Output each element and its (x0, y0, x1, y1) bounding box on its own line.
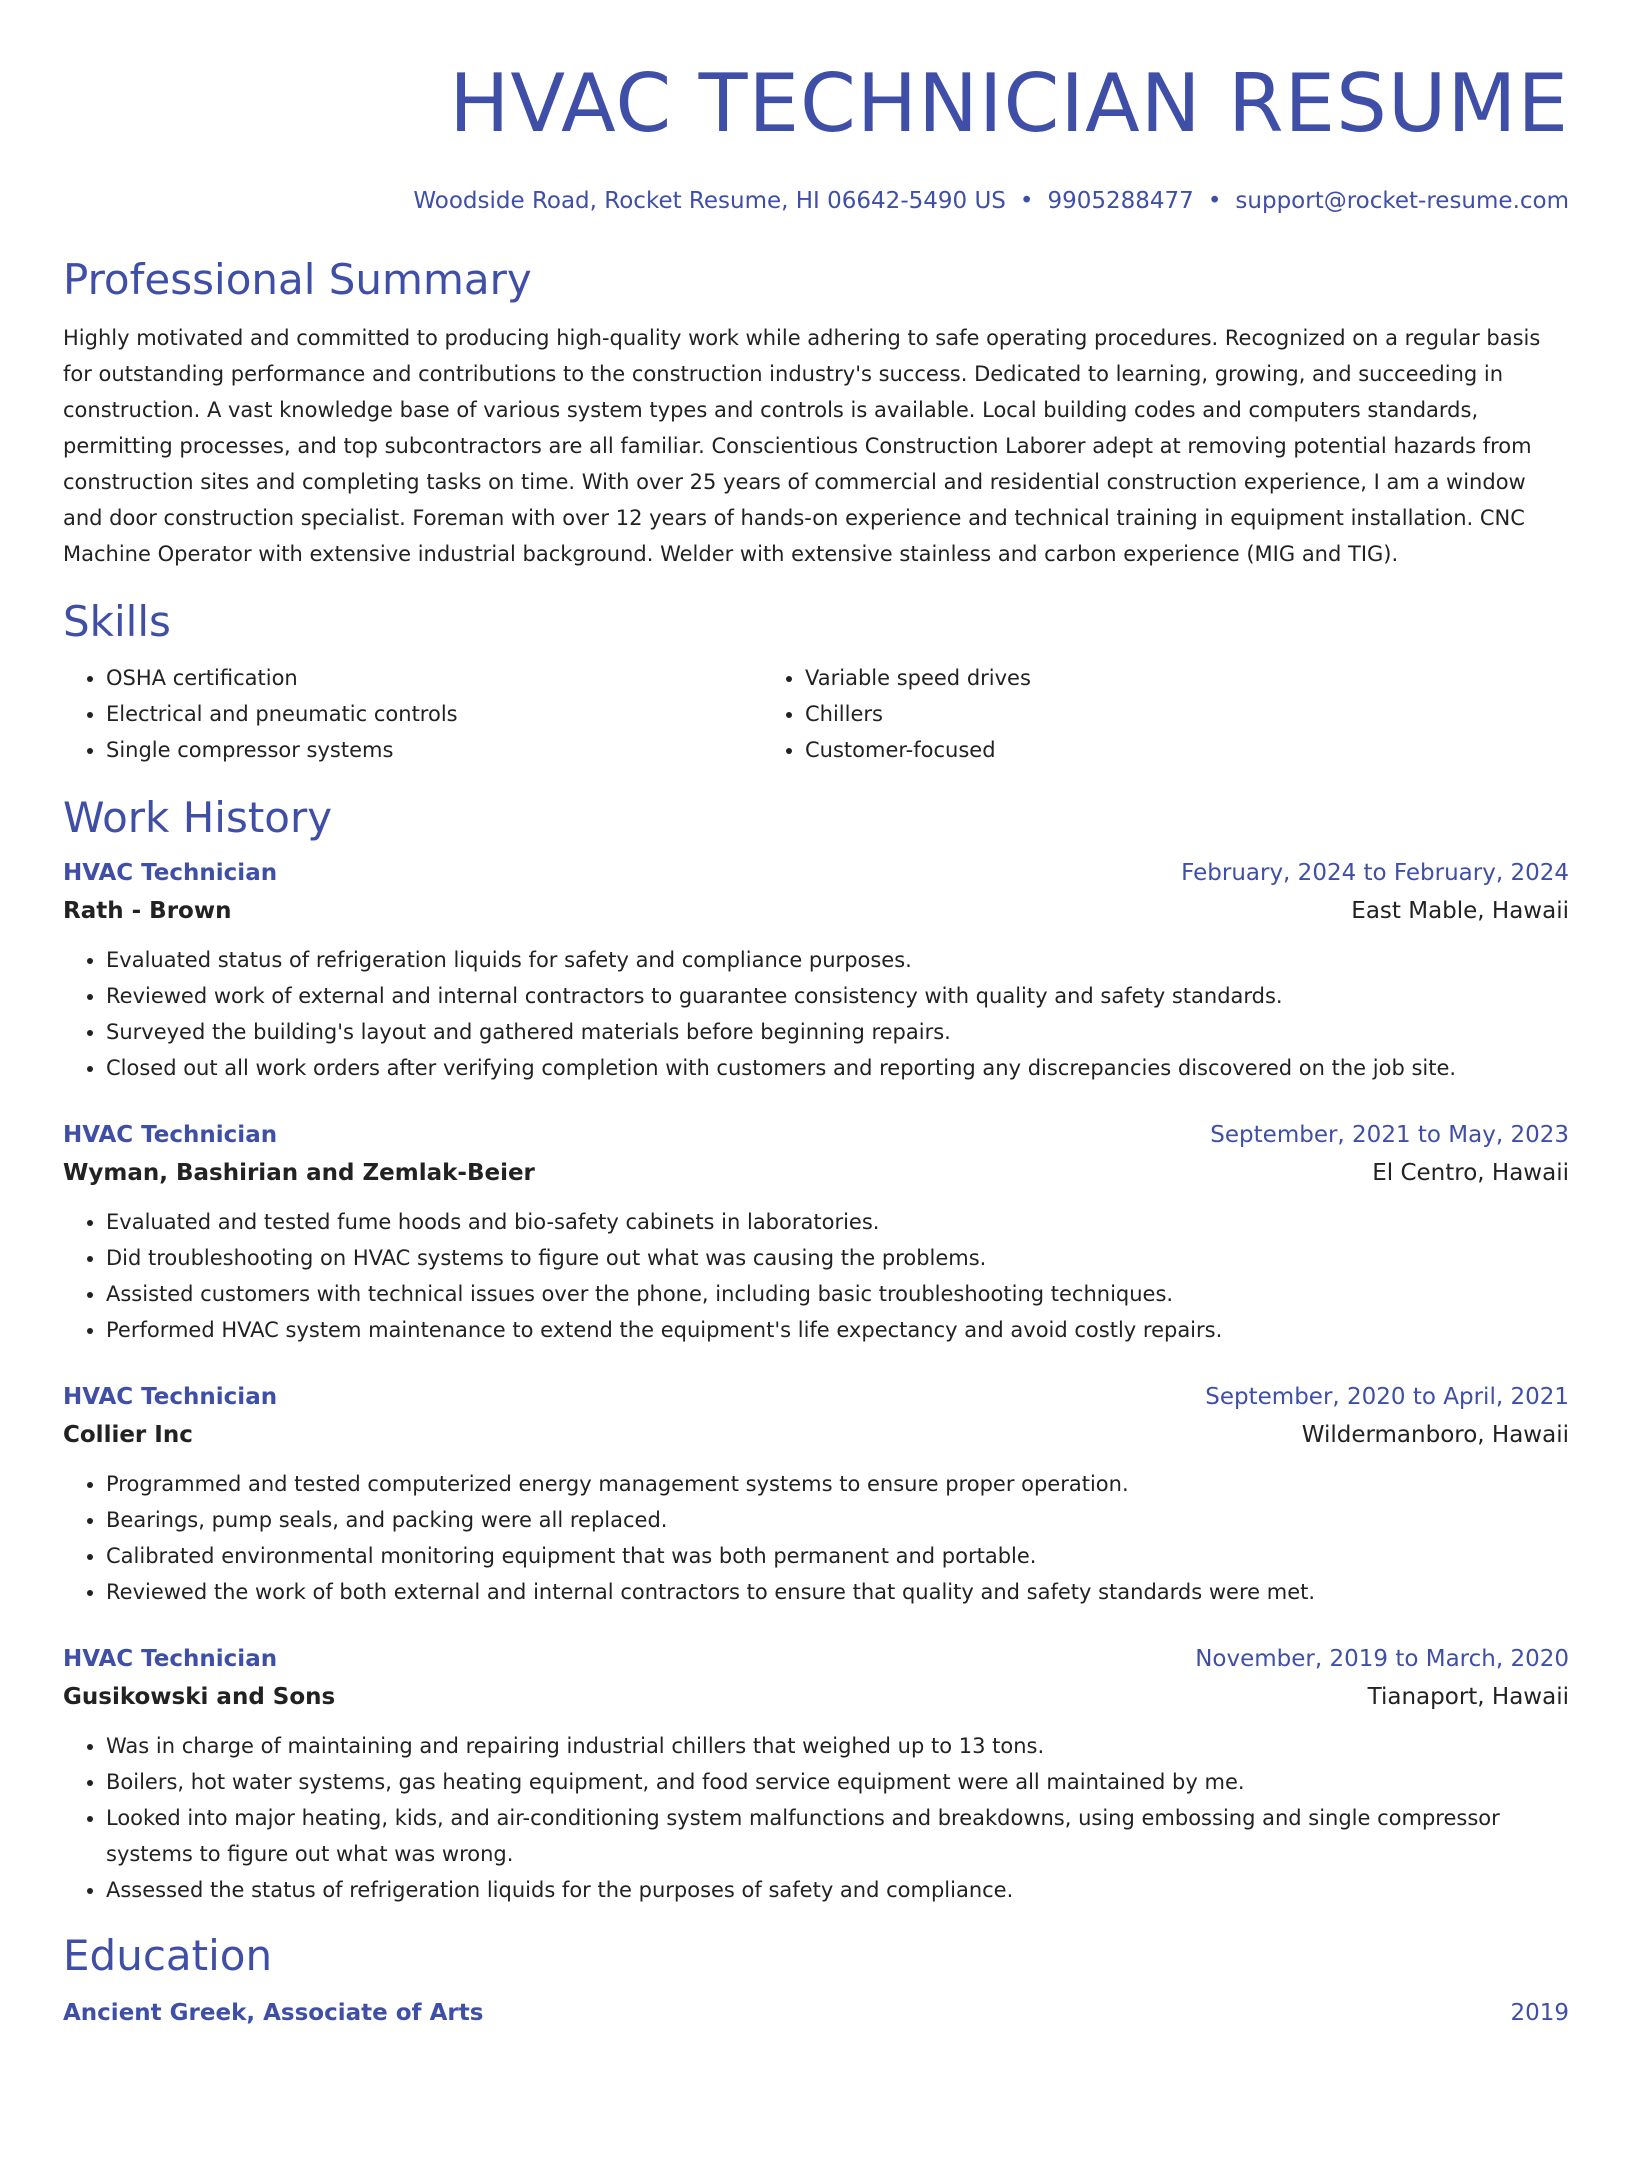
job-bullet: • Assisted customers with technical issues over the phone, including basic troubleshooting techniques. (106, 1276, 1569, 1312)
education-year: 2019 (1510, 2000, 1569, 2026)
education-degree: Ancient Greek, Associate of Arts (63, 2000, 484, 2026)
job-entry (63, 854, 1569, 1086)
work-history-heading: Work History (63, 793, 333, 842)
job-company-row (63, 1154, 1569, 1192)
job-bullets (63, 1728, 1569, 1908)
skills-heading: Skills (63, 597, 171, 646)
contact-phone: 9905288477 (1047, 188, 1194, 214)
job-company: Wyman, Bashirian and Zemlak-Beier (63, 1160, 535, 1186)
skill-item: • Customer-focused (805, 732, 1461, 768)
job-title-row (63, 1378, 1569, 1416)
job-company: Gusikowski and Sons (63, 1684, 336, 1710)
job-bullets (63, 1466, 1569, 1610)
job-bullet: • Reviewed the work of both external and internal contractors to ensure that quality and safety standards were met. (106, 1574, 1569, 1610)
contact-separator: • (1019, 188, 1034, 214)
job-bullet: • Surveyed the building's layout and gathered materials before beginning repairs. (106, 1014, 1569, 1050)
job-bullet: • Bearings, pump seals, and packing were all replaced. (106, 1502, 1569, 1538)
contact-address: Woodside Road, Rocket Resume, HI 06642-5490 US (413, 188, 1006, 214)
job-entry (63, 1378, 1569, 1610)
skills-column-right (762, 660, 1461, 768)
skill-item: • Single compressor systems (106, 732, 762, 768)
job-bullet: • Evaluated status of refrigeration liquids for safety and compliance purposes. (106, 942, 1569, 978)
summary-heading: Professional Summary (63, 255, 532, 304)
job-location: Wildermanboro, Hawaii (1301, 1422, 1569, 1448)
job-bullet: • Evaluated and tested fume hoods and bio-safety cabinets in laboratories. (106, 1204, 1569, 1240)
job-dates: February, 2024 to February, 2024 (1181, 860, 1569, 886)
job-entry (63, 1640, 1569, 1908)
job-dates: September, 2020 to April, 2021 (1205, 1384, 1569, 1410)
job-title: HVAC Technician (63, 1122, 278, 1148)
job-title-row (63, 854, 1569, 892)
job-bullet: • Boilers, hot water systems, gas heating equipment, and food service equipment were all maintained by me. (106, 1764, 1569, 1800)
contact-separator: • (1207, 188, 1222, 214)
job-dates: September, 2021 to May, 2023 (1210, 1122, 1569, 1148)
job-location: Tianaport, Hawaii (1367, 1684, 1569, 1710)
job-location: El Centro, Hawaii (1372, 1160, 1569, 1186)
job-bullet: • Was in charge of maintaining and repairing industrial chillers that weighed up to 13 tons. (106, 1728, 1569, 1764)
job-location: East Mable, Hawaii (1351, 898, 1569, 924)
contact-email: support@rocket-resume.com (1235, 188, 1569, 214)
resume-title: HVAC TECHNICIAN RESUME (449, 57, 1569, 150)
job-spacer (63, 1610, 1569, 1640)
education-entry (63, 1994, 1569, 2032)
job-company-row (63, 892, 1569, 930)
job-company-row (63, 1416, 1569, 1454)
skill-item: • Electrical and pneumatic controls (106, 696, 762, 732)
job-bullets (63, 942, 1569, 1086)
skills-column-left (63, 660, 762, 768)
job-spacer (63, 1086, 1569, 1116)
skill-item: • OSHA certification (106, 660, 762, 696)
job-title: HVAC Technician (63, 860, 278, 886)
resume-page (0, 56, 1632, 2168)
job-bullet: • Calibrated environmental monitoring equipment that was both permanent and portable. (106, 1538, 1569, 1574)
job-bullet: • Looked into major heating, kids, and air-conditioning system malfunctions and breakdowns, using embossing and single compressor systems to figure out what was wrong. (106, 1800, 1569, 1872)
job-title-row (63, 1640, 1569, 1678)
job-title-row (63, 1116, 1569, 1154)
job-bullet: • Did troubleshooting on HVAC systems to figure out what was causing the problems. (106, 1240, 1569, 1276)
job-company: Collier Inc (63, 1422, 193, 1448)
education-heading: Education (63, 1931, 273, 1980)
skill-item: • Variable speed drives (805, 660, 1461, 696)
job-bullet: • Reviewed work of external and internal contractors to guarantee consistency with quality and safety standards. (106, 978, 1569, 1014)
skills-list (63, 660, 1569, 768)
skill-item: • Chillers (805, 696, 1461, 732)
contact-line (63, 186, 1569, 216)
job-company: Rath - Brown (63, 898, 232, 924)
job-title: HVAC Technician (63, 1646, 278, 1672)
job-bullet: • Performed HVAC system maintenance to extend the equipment's life expectancy and avoid costly repairs. (106, 1312, 1569, 1348)
job-bullet: • Programmed and tested computerized energy management systems to ensure proper operation. (106, 1466, 1569, 1502)
job-spacer (63, 1348, 1569, 1378)
job-entry (63, 1116, 1569, 1348)
summary-text: Highly motivated and committed to producing high-quality work while adhering to safe operating procedures. Recognized on a regular basis for outstanding performance and contributions to the construction industry's success. Dedicated to learning, growing, and succeeding in construction. A vast knowledge base of various system types and controls is available. Local building codes and computers standards, permitting processes, and top subcontractors are all familiar. Conscientious Construction Laborer adept at removing potential hazards from construction sites and completing tasks on time. With over 25 years of commercial and residential construction experience, I am a window and door construction specialist. Foreman with over 12 years of hands-on experience and technical training in equipment installation. CNC Machine Operator with extensive industrial background. Welder with extensive stainless and carbon experience (MIG and TIG). (63, 326, 1541, 566)
job-bullet: • Assessed the status of refrigeration liquids for the purposes of safety and compliance. (106, 1872, 1569, 1908)
job-dates: November, 2019 to March, 2020 (1195, 1646, 1569, 1672)
job-bullet: • Closed out all work orders after verifying completion with customers and reporting any discrepancies discovered on the job site. (106, 1050, 1569, 1086)
job-title: HVAC Technician (63, 1384, 278, 1410)
job-company-row (63, 1678, 1569, 1716)
job-bullets (63, 1204, 1569, 1348)
